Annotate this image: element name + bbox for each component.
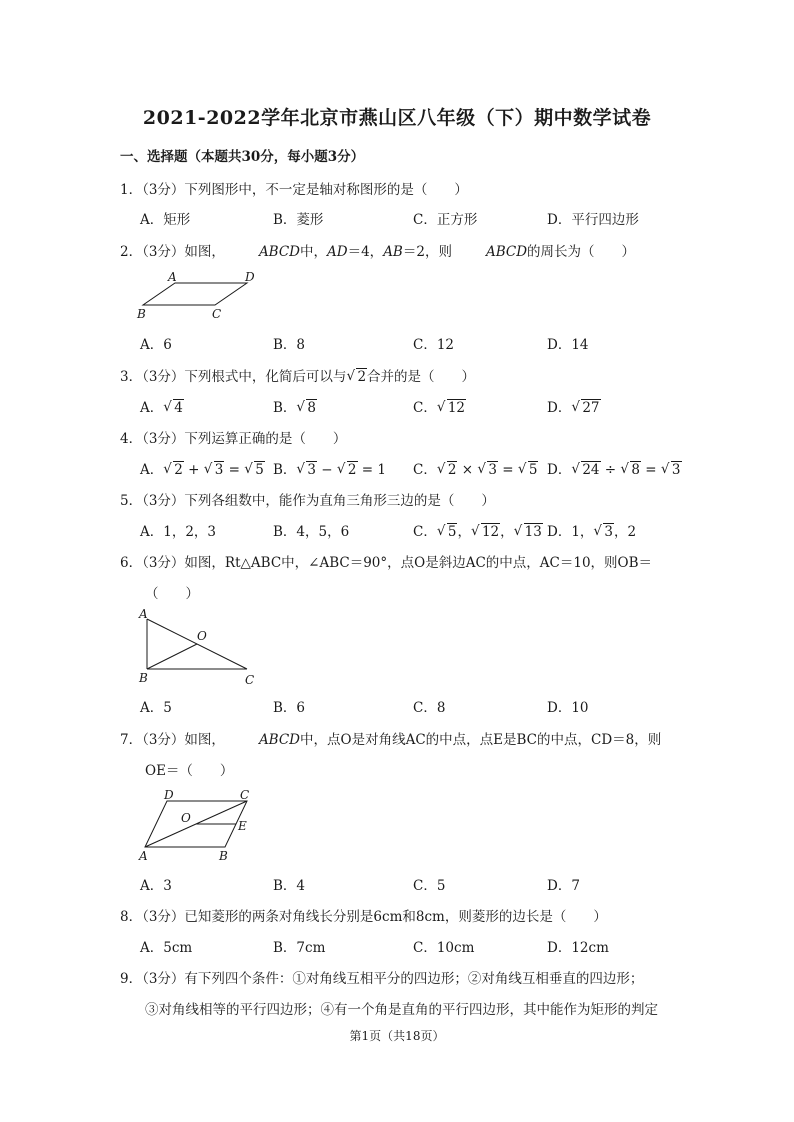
label-b: B (219, 849, 228, 863)
q7-option-a: A．3 (140, 878, 172, 894)
label-e: E (238, 819, 247, 833)
label-c: C (212, 307, 222, 321)
question-9-stem-line2: ③对角线相等的平行四边形；④有一个角是直角的平行四边形，其中能作为矩形的判定 (145, 1002, 658, 1018)
q5-option-a: A．1，2，3 (140, 524, 217, 540)
q7-option-c: C．5 (413, 878, 446, 894)
page-title: 2021-2022学年北京市燕山区八年级（下）期中数学试卷 (142, 107, 652, 129)
q6-option-c: C．8 (413, 700, 446, 716)
q8-option-d: D．12cm (547, 940, 609, 956)
page-footer: 第1页（共18页） (349, 1029, 445, 1043)
q2-option-a: A．6 (140, 337, 172, 353)
q1-option-a: A．矩形 (140, 212, 191, 228)
q3-option-c: C．√ 12 (413, 396, 466, 416)
question-2-stem: 2．（3分）如图， ABCD中，AD＝4，AB＝2，则 ABCD的周长为（ ） (120, 244, 636, 260)
label-b: B (137, 307, 146, 321)
parallelogram-abcd (143, 283, 247, 305)
q8-option-a: A．5cm (140, 940, 193, 956)
q5-option-c: C．√ 5，√ 12，√ 13 (413, 520, 543, 540)
question-6-stem-line2: （ ） (145, 586, 199, 602)
section-heading: 一、选择题（本题共30分，每小题3分） (120, 149, 365, 165)
q4-option-d: D．√ 24 ÷ √ 8 = √ 3 (547, 458, 682, 478)
label-o: O (181, 811, 191, 825)
label-c: C (245, 673, 255, 687)
label-a: A (168, 270, 177, 284)
q8-option-b: B．7cm (273, 940, 326, 956)
q3-option-d: D．√ 27 (547, 396, 601, 416)
question-4-stem: 4．（3分）下列运算正确的是（ ） (120, 431, 347, 447)
q1-option-d: D．平行四边形 (547, 212, 639, 228)
q7-option-b: B．4 (273, 878, 306, 894)
label-a: A (139, 849, 148, 863)
q1-option-c: C．正方形 (413, 212, 478, 228)
q6-option-b: B．6 (273, 700, 306, 716)
question-6-stem-line1: 6．（3分）如图，Rt△ABC中，∠ABC＝90°，点O是斜边AC的中点，AC＝10，则OB＝ (120, 555, 653, 571)
q2-option-c: C．12 (413, 337, 455, 353)
label-a: A (139, 607, 148, 621)
question-3-stem: 3．（3分）下列根式中，化简后可以与√ 2合并的是（ ） (120, 365, 475, 385)
q5-option-b: B．4，5，6 (273, 524, 350, 540)
question-2-figure (135, 268, 265, 322)
q4-option-a: A．√ 2 + √ 3 = √ 5 (140, 458, 265, 478)
q6-option-a: A．5 (140, 700, 172, 716)
label-o: O (197, 629, 207, 643)
q6-option-d: D．10 (547, 700, 589, 716)
sqrt-2: √ 2 (346, 369, 367, 385)
question-5-stem: 5．（3分）下列各组数中，能作为直角三角形三边的是（ ） (120, 493, 495, 509)
question-6-figure (135, 606, 265, 688)
q2-option-b: B．8 (273, 337, 306, 353)
label-c: C (240, 788, 250, 802)
q2-option-d: D．14 (547, 337, 589, 353)
q4-option-b: B．√ 3 − √ 2 = 1 (273, 458, 386, 478)
question-9-stem-line1: 9．（3分）有下列四个条件：①对角线互相平分的四边形；②对角线互相垂直的四边形； (120, 971, 644, 987)
q4-option-c: C．√ 2 × √ 3 = √ 5 (413, 458, 538, 478)
question-7-stem-line2: OE＝（ ） (145, 763, 234, 779)
q3-option-a: A．√ 4 (140, 396, 184, 416)
question-1-stem: 1．（3分）下列图形中，不一定是轴对称图形的是（ ） (120, 182, 468, 198)
q8-option-c: C．10cm (413, 940, 475, 956)
label-d: D (245, 270, 255, 284)
label-b: B (139, 671, 148, 685)
q5-option-d: D．1，√ 3，2 (547, 520, 636, 540)
q3-option-b: B．√ 8 (273, 396, 317, 416)
question-7-figure (135, 786, 265, 866)
question-7-stem-line1: 7．（3分）如图， ABCD中，点O是对角线AC的中点，点E是BC的中点，CD＝8，则 (120, 732, 662, 748)
question-8-stem: 8．（3分）已知菱形的两条对角线长分别是6cm和8cm，则菱形的边长是（ ） (120, 909, 607, 925)
q1-option-b: B．菱形 (273, 212, 324, 228)
label-d: D (164, 788, 174, 802)
q7-option-d: D．7 (547, 878, 580, 894)
